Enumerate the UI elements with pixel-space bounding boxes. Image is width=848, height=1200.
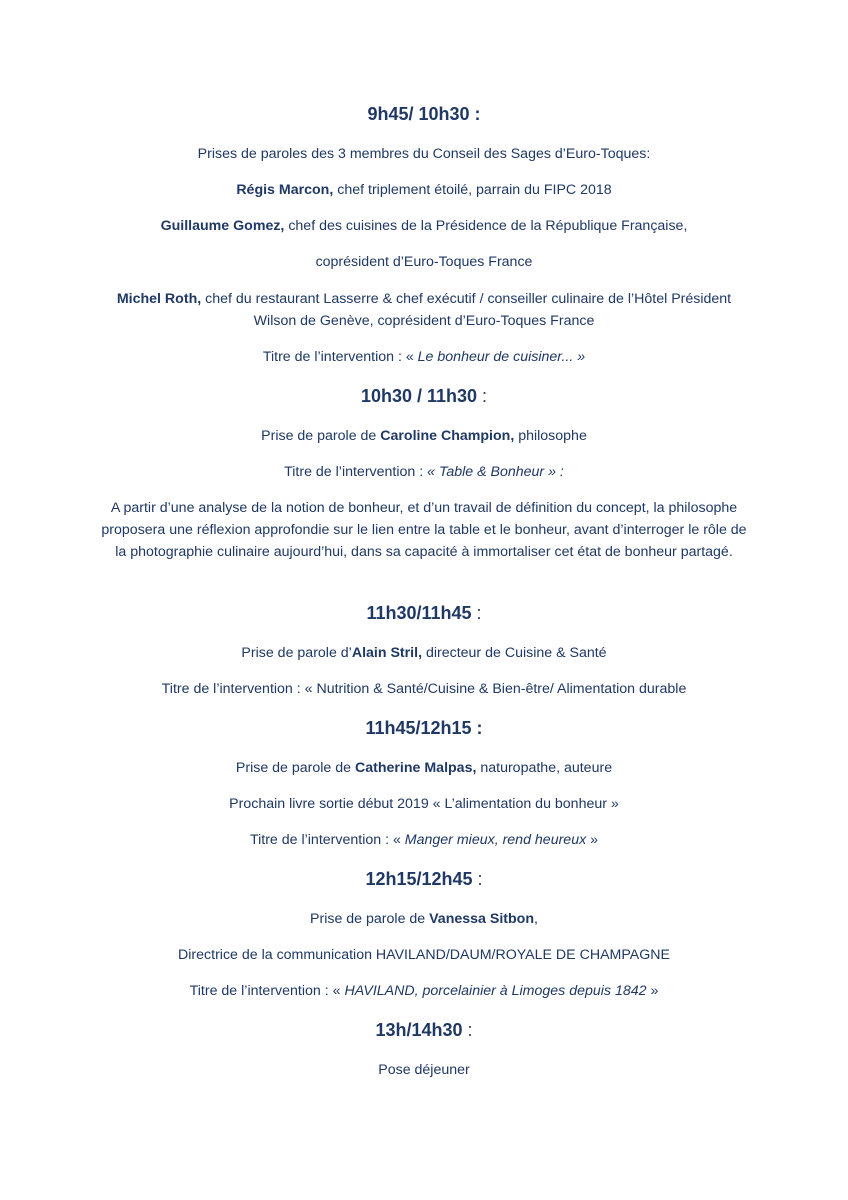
time-heading-4 [60,716,788,740]
talk-title-line-5 [60,980,788,1002]
intro-line-4 [60,757,788,779]
time-colon: : [477,386,488,406]
intro-prefix: Prise de parole de [310,911,430,927]
talk-title-line-3: Titre de l’intervention : « Nutrition & Santé/Cuisine & Bien-être/ Alimentation durable [161,681,687,697]
talk-title: HAVILAND, porcelainier à Limoges depuis 1842 [344,983,647,999]
speaker-line-marcon [60,179,788,201]
time-text: 9h45/ 10h30 : [367,104,481,124]
speaker-desc: , [534,911,538,927]
time-colon: : [462,1020,473,1040]
speaker-desc-roth-2: Wilson de Genève, coprésident d’Euro-Toques France [253,313,595,329]
talk-title: « Table & Bonheur » : [427,464,564,480]
time-heading-2 [60,384,788,408]
talk-title-prefix: Titre de l’intervention : [284,464,428,480]
talk-title-line-4 [60,829,788,851]
book-line: Prochain livre sortie début 2019 « L’alimentation du bonheur » [229,796,619,812]
talk-title-prefix: Titre de l’intervention : « [249,832,405,848]
talk-title: Manger mieux, rend heureux [404,832,587,848]
speaker-name: Catherine Malpas, [354,760,477,776]
talk-title-suffix: » [646,983,659,999]
speaker-desc: chef du restaurant Lasserre & chef exécutif / conseiller culinaire de l’Hôtel Président [201,291,732,307]
speaker-line-roth [60,288,788,310]
time-text: 11h30/11h45 [366,603,472,623]
intro-prefix: Prise de parole d’ [241,645,352,661]
time-heading-5 [60,867,788,891]
time-colon: : [472,869,483,889]
talk-title-line-2 [60,461,788,483]
time-heading-6 [60,1018,788,1042]
talk-title-line-1 [60,346,788,368]
time-heading-3 [60,601,788,625]
talk-abstract: A partir d’une analyse de la notion de bonheur, et d’un travail de définition du concept, la philosophe proposera une réflexion approfondie sur le lien entre la table et le bonheur, avant d’interroger le rôle de la photographie culinaire aujourd’hui, dans sa capacité à immortaliser cet état de bonheur partagé. [101,500,747,560]
intro-line-1: Prises de paroles des 3 membres du Conseil des Sages d’Euro-Toques: [197,146,651,162]
speaker-name: Michel Roth, [116,291,202,307]
speaker-desc: naturopathe, auteure [476,760,613,776]
talk-title: Le bonheur de cuisiner... » [417,349,586,365]
talk-title-prefix: Titre de l’intervention : « [262,349,418,365]
speaker-desc: directeur de Cuisine & Santé [422,645,607,661]
speaker-name: Alain Stril, [351,645,423,661]
time-heading-1 [60,102,788,126]
intro-line-2 [60,425,788,447]
speaker-name: Régis Marcon, [236,182,334,198]
role-line: Directrice de la communication HAVILAND/DAUM/ROYALE DE CHAMPAGNE [178,947,670,963]
lunch-line: Pose déjeuner [378,1062,470,1078]
time-text: 10h30 / 11h30 [360,386,478,406]
intro-prefix: Prise de parole de [261,428,381,444]
talk-title-prefix: Titre de l’intervention : « [189,983,345,999]
time-colon: : [471,603,482,623]
intro-line-5 [60,908,788,930]
speaker-desc-gomez-2: coprésident d’Euro-Toques France [315,254,533,270]
speaker-desc: philosophe [514,428,587,444]
speaker-line-gomez [60,215,788,237]
time-text: 12h15/12h45 [365,869,473,889]
talk-title-suffix: » [586,832,599,848]
speaker-name: Guillaume Gomez, [160,218,285,234]
intro-prefix: Prise de parole de [235,760,355,776]
time-text: 11h45/12h15 : [365,718,483,738]
speaker-name: Vanessa Sitbon [429,911,534,927]
intro-line-3 [60,642,788,664]
speaker-name: Caroline Champion, [380,428,515,444]
speaker-desc: chef des cuisines de la Présidence de la République Française, [284,218,688,234]
time-text: 13h/14h30 [375,1020,463,1040]
speaker-desc: chef triplement étoilé, parrain du FIPC 2018 [333,182,612,198]
